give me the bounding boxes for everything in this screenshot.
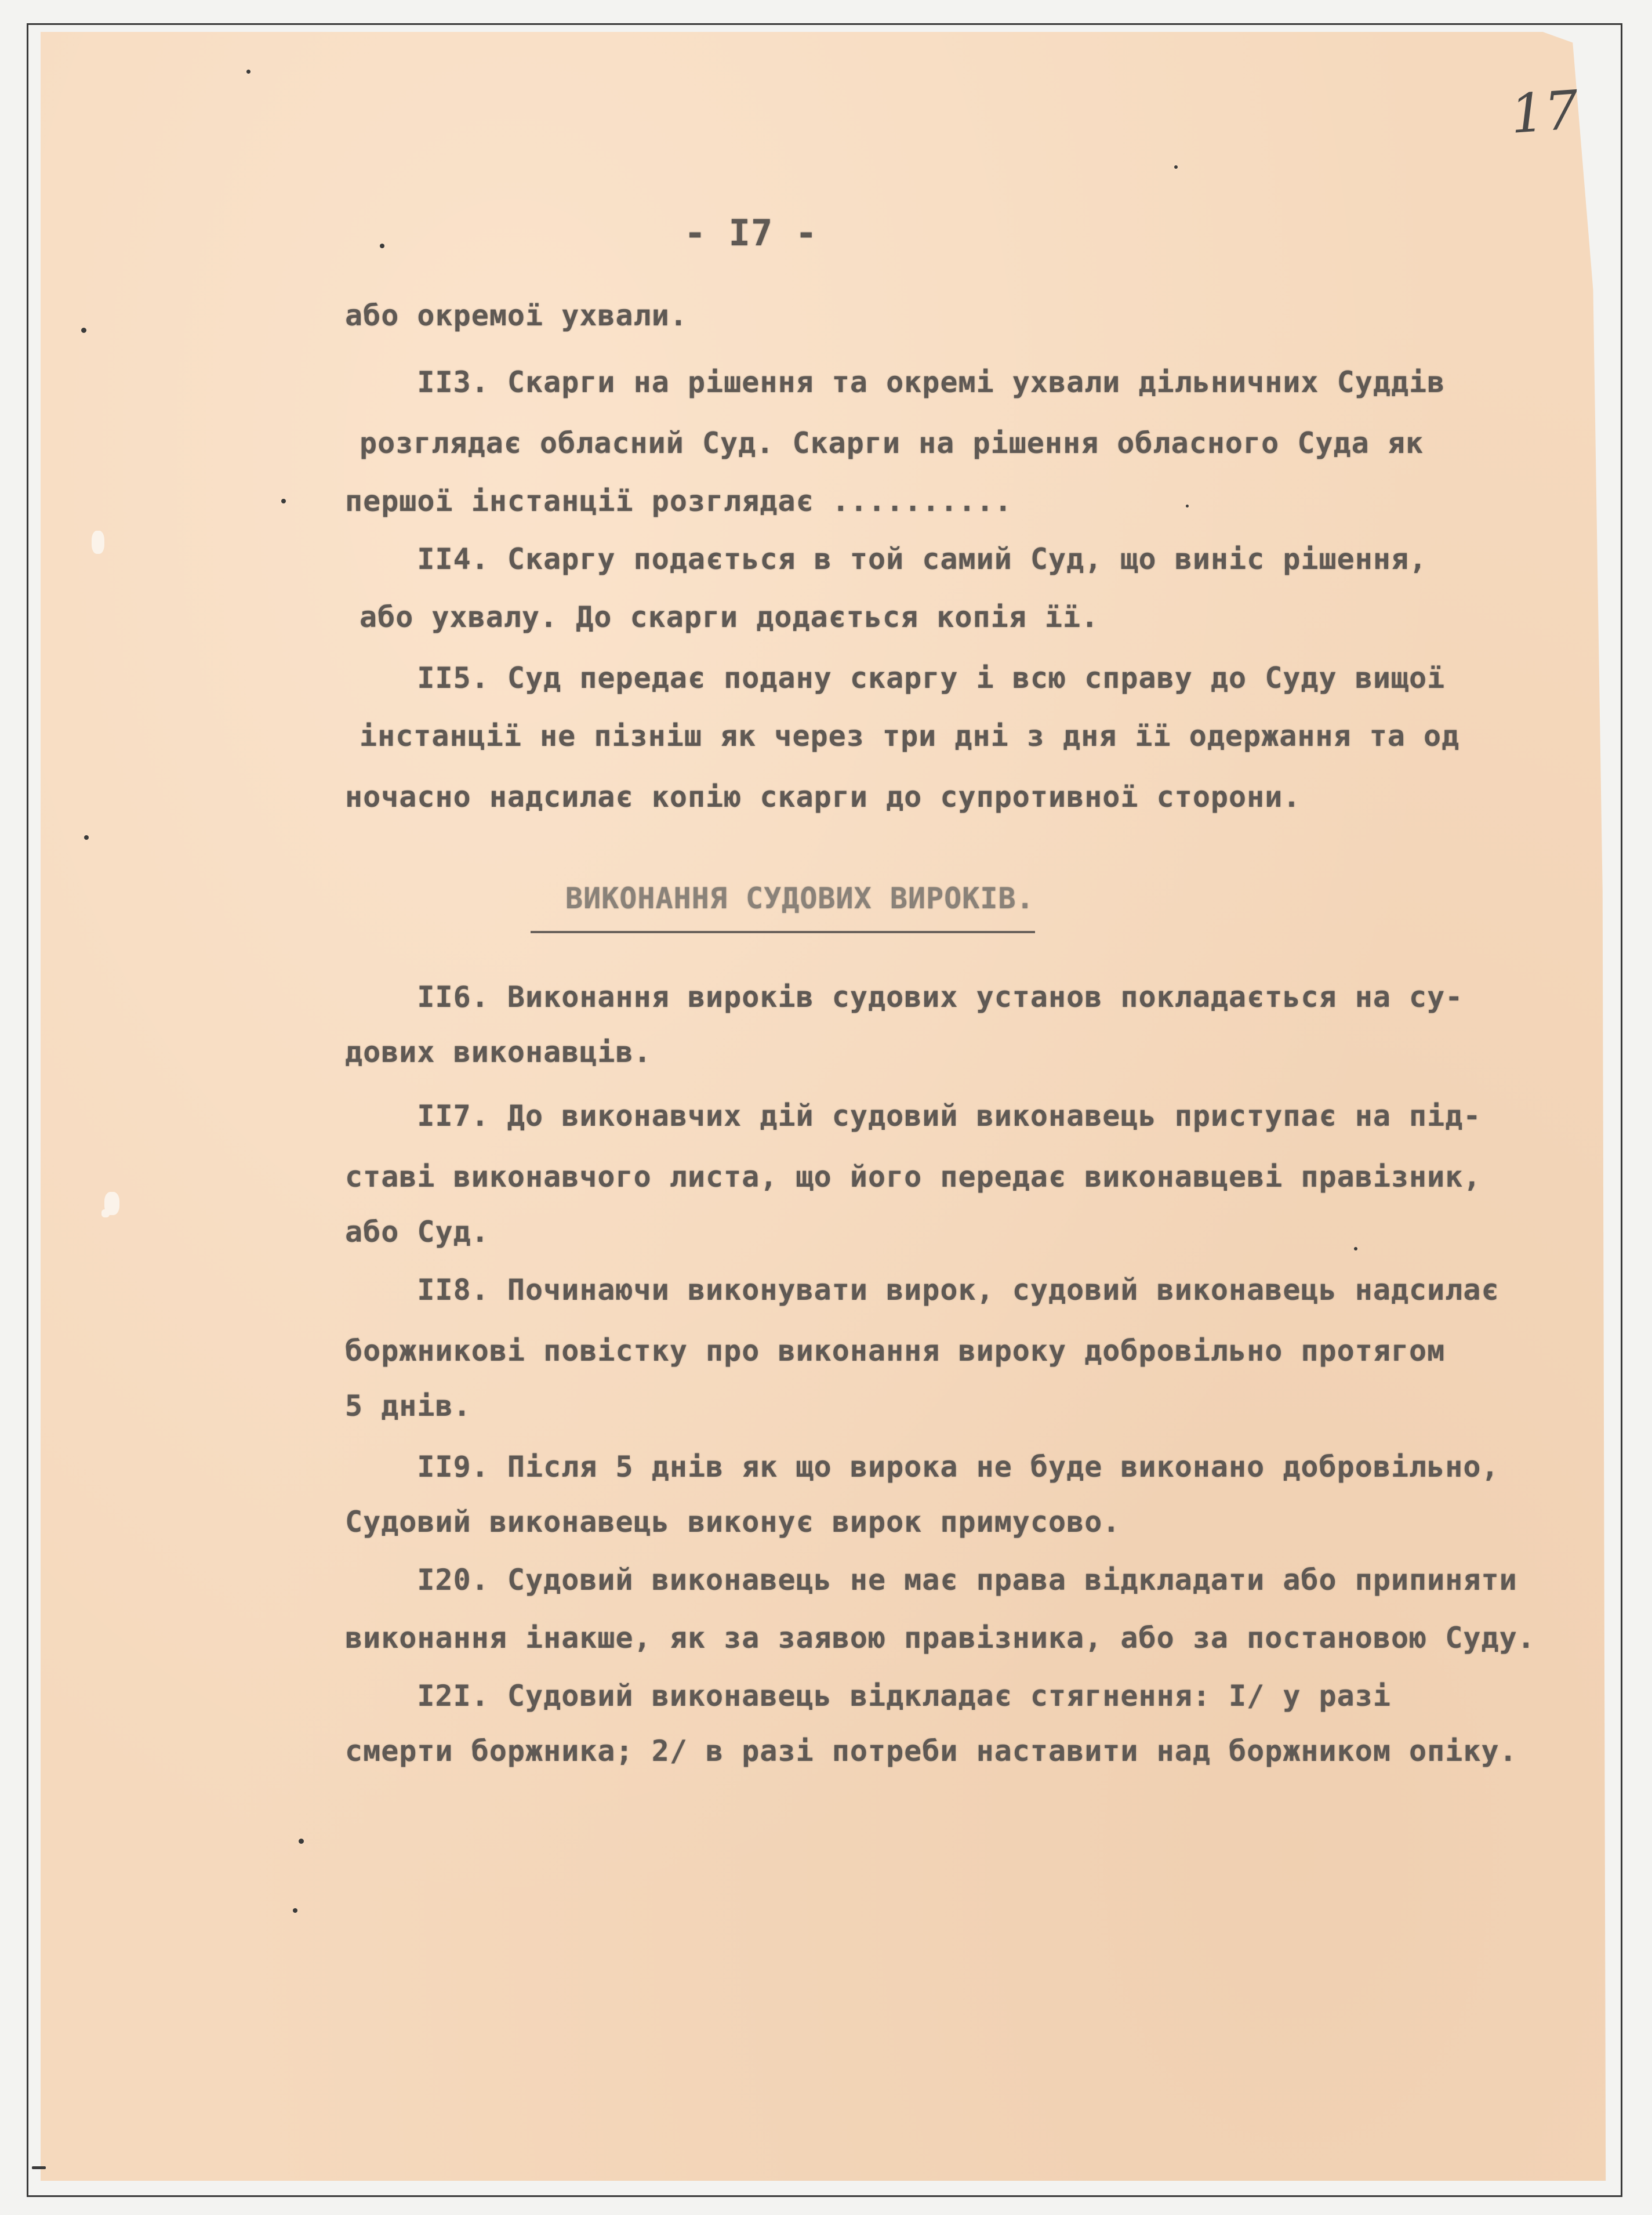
archive-folio-number: 17 bbox=[1508, 79, 1581, 146]
text-line: розглядає обласний Суд. Скарги на рішення обласного Суда як bbox=[360, 426, 1424, 460]
paper-speck bbox=[293, 1908, 297, 1913]
text-line: Судовий виконавець виконує вирок примусово. bbox=[345, 1505, 1121, 1539]
text-line: II6. Виконання вироків судових установ покладається на су- bbox=[345, 980, 1464, 1014]
text-line: II9. Після 5 днів як що вирока не буде виконано добровільно, bbox=[345, 1450, 1499, 1484]
page-number: - I7 - bbox=[684, 212, 818, 254]
text-line: першої інстанції розглядає .......... bbox=[345, 484, 1012, 518]
paper-speck bbox=[32, 2166, 46, 2169]
text-line: ночасно надсилає копію скарги до супротивної сторони. bbox=[345, 780, 1301, 814]
paper-speck bbox=[299, 1839, 304, 1844]
paper-speck bbox=[246, 70, 250, 74]
text-line: інстанції не пізніш як через три дні з дня її одержання та од bbox=[360, 719, 1460, 753]
paper-speck bbox=[81, 328, 86, 333]
paper-speck bbox=[84, 835, 89, 840]
paper-speck bbox=[1186, 505, 1189, 507]
text-line: або ухвалу. До скарги додається копія її. bbox=[360, 600, 1099, 634]
text-line: смерти боржника; 2/ в разі потреби наставити над боржником опіку. bbox=[345, 1734, 1517, 1768]
text-line: I20. Судовий виконавець не має права відкладати або припиняти bbox=[345, 1563, 1517, 1597]
text-line: II4. Скаргу подається в той самий Суд, що виніс рішення, bbox=[345, 542, 1428, 576]
text-line: боржникові повістку про виконання вироку добровільно протягом bbox=[345, 1334, 1446, 1368]
paper-blemish bbox=[101, 1209, 110, 1217]
text-line: або Суд. bbox=[345, 1215, 489, 1249]
text-line: виконання інакше, як за заявою правізника, або за постановою Суду. bbox=[345, 1621, 1535, 1655]
text-line: 5 днів. bbox=[345, 1389, 471, 1423]
text-line: ставі виконавчого листа, що його передає виконавцеві правізник, bbox=[345, 1160, 1482, 1194]
section-heading: ВИКОНАННЯ СУДОВИХ ВИРОКІВ. bbox=[565, 882, 1034, 915]
paper-speck bbox=[281, 499, 286, 503]
text-line: II3. Скарги на рішення та окремі ухвали дільничних Суддів bbox=[345, 365, 1446, 399]
paper-blemish bbox=[92, 531, 104, 554]
text-line: II7. До виконавчих дій судовий виконавець приступає на під- bbox=[345, 1099, 1482, 1133]
text-line: I2I. Судовий виконавець відкладає стягнення: I/ у разі bbox=[345, 1679, 1391, 1713]
text-line: або окремої ухвали. bbox=[345, 299, 688, 332]
paper-speck bbox=[1174, 165, 1178, 169]
text-line: II8. Починаючи виконувати вирок, судовий виконавець надсилає bbox=[345, 1273, 1499, 1307]
text-line: дових виконавців. bbox=[345, 1035, 652, 1069]
heading-underline bbox=[531, 931, 1035, 933]
paper-speck bbox=[1354, 1247, 1357, 1250]
text-line: II5. Суд передає подану скаргу і всю справу до Суду вищої bbox=[345, 661, 1446, 695]
paper-speck bbox=[380, 244, 384, 248]
